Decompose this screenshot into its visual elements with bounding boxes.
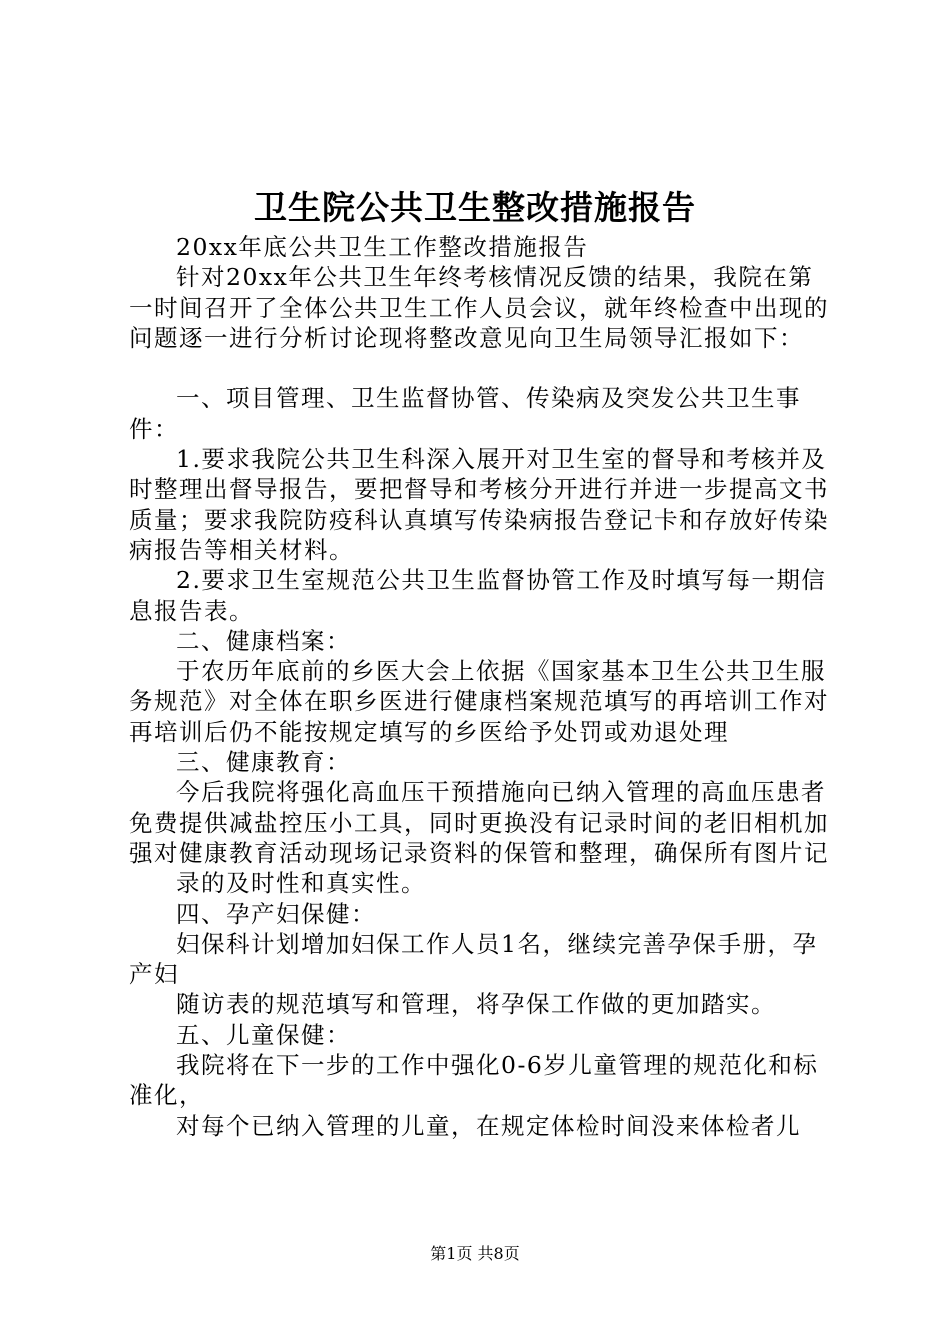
document-title: 卫生院公共卫生整改措施报告 (254, 188, 696, 227)
body-paragraph: 一、项目管理、卫生监督协管、传染病及突发公共卫生事件： (129, 384, 801, 443)
body-paragraph: 针对20xx年公共卫生年终考核情况反馈的结果，我院在第一时间召开了全体公共卫生工作人员会议，就年终检查中出现的问题逐一进行分析讨论现将整改意见向卫生局领导汇报如下： (129, 263, 829, 352)
body-paragraph: 二、健康档案： (176, 626, 351, 655)
body-paragraph: 1.要求我院公共卫生科深入展开对卫生室的督导和考核并及时整理出督导报告，要把督导和考核分开进行并进一步提高文书质量；要求我院防疫科认真填写传染病报告登记卡和存放好传染病报告等相关材料。 (129, 445, 829, 564)
blank-line (129, 353, 835, 383)
body-paragraph: 对每个已纳入管理的儿童，在规定体检时间没来体检者儿 (176, 1111, 801, 1140)
body-paragraph: 今后我院将强化高血压干预措施向已纳入管理的高血压患者免费提供减盐控压小工具，同时更换没有记录时间的老旧相机加强对健康教育活动现场记录资料的保管和整理，确保所有图片记 (129, 778, 829, 867)
body-paragraph: 五、儿童保健： (176, 1020, 351, 1049)
body-paragraph: 录的及时性和真实性。 (176, 869, 426, 898)
body-paragraph: 三、健康教育： (176, 748, 351, 777)
body-paragraph: 2.要求卫生室规范公共卫生监督协管工作及时填写每一期信息报告表。 (129, 566, 827, 625)
body-paragraph: 妇保科计划增加妇保工作人员1名，继续完善孕保手册，孕产妇 (129, 929, 818, 989)
body-paragraph: 于农历年底前的乡医大会上依据《国家基本卫生公共卫生服务规范》对全体在职乡医进行健康档案规范填写的再培训工作对再培训后仍不能按规定填写的乡医给予处罚或劝退处理 (129, 657, 829, 746)
body-paragraph: 随访表的规范填写和管理，将孕保工作做的更加踏实。 (176, 990, 776, 1019)
document-body (129, 232, 835, 1141)
page-footer: 第1页 共8页 (430, 1244, 520, 1263)
body-paragraph: 20xx年底公共卫生工作整改措施报告 (176, 233, 589, 261)
body-paragraph: 我院将在下一步的工作中强化0-6岁儿童管理的规范化和标准化， (129, 1051, 819, 1110)
body-paragraph: 四、孕产妇保健： (176, 899, 376, 928)
